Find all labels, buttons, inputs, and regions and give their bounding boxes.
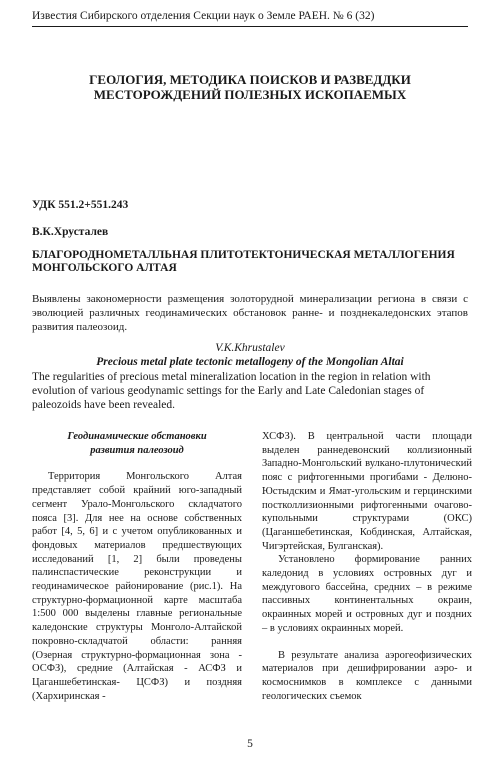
running-header: Известия Сибирского отделения Секции наук о Земле РАЕН. № 6 (32) bbox=[32, 10, 468, 27]
section-title-line-2: МЕСТОРОЖДЕНИЙ ПОЛЕЗНЫХ ИСКОПАЕМЫХ bbox=[93, 87, 407, 102]
section-title-line-1: ГЕОЛОГИЯ, МЕТОДИКА ПОИСКОВ И РАЗВЕДДКИ bbox=[89, 72, 411, 87]
body-paragraph: Установлено формирование ранних каледонид в условиях островных дуг и междугового бассейна, средних – в режиме пассивных континентальных окраин, окраинных морей и островных дуг и поздних – в условиях окраинных морей. bbox=[262, 554, 472, 634]
body-paragraph: В результате анализа аэрогеофизических материалов при дешифрировании аэро- и космоснимков в комплексе с данными геологических съемок bbox=[262, 649, 472, 702]
article-title-ru: БЛАГОРОДНОМЕТАЛЛЬНАЯ ПЛИТОТЕКТОНИЧЕСКАЯ МЕТАЛЛОГЕНИЯ МОНГОЛЬСКОГО АЛТАЯ bbox=[32, 249, 455, 274]
left-column bbox=[32, 430, 242, 703]
spacer bbox=[32, 457, 242, 470]
right-column bbox=[262, 430, 472, 703]
author-en: V.K.Khrustalev bbox=[215, 342, 285, 354]
subheading-line-1: Геодинамические обстановки bbox=[67, 431, 207, 442]
subheading-line-2: развития палеозоид bbox=[90, 444, 184, 456]
section-title bbox=[32, 72, 468, 102]
udc-code: УДК 551.2+551.243 bbox=[32, 199, 129, 211]
author-ru: В.К.Хрусталев bbox=[32, 226, 109, 238]
spacer bbox=[262, 636, 472, 649]
abstract-en: The regularities of precious metal mineralization location in the region in relation with evolution of various geodynamic settings for the Early and Late Caledonian stages of paleozoids have been revealed. bbox=[32, 371, 431, 411]
body-paragraph: Территория Монгольского Алтая представляет собой крайний юго-западный сегмент Урало-Монгольского складчатого пояса [3]. Для нее на основе собственных работ [4, 5, 6] и с учетом опубликованных и фондовых материалов предшествующих исследований [1, 2] были проведены палинспастические реконструкции и геодинамическое районирование (рис.1). На структурно-формационной карте масштаба 1:500 000 выделены главные региональные каледонские структуры Монголо-Алтайской покровно-складчатой области: ранняя (Озерная структурно-формационная зона - ОСФЗ), средние (Алтайская - АСФЗ и Цаганшебетинская- ЦСФЗ) и поздняя (Хархиринская - bbox=[32, 471, 242, 702]
abstract-ru: Выявлены закономерности размещения золоторудной минерализации региона в связи с эволюцией различных геодинамических обстановок ранне- и позднекаледонских этапов развития палеозоид. bbox=[32, 293, 468, 333]
body-paragraph: ХСФЗ). В центральной части площади выделен раннедевонский коллизионный Западно-Монгольский вулкано-плутонический пояс с рифтогенными прогибами - Делюно-Юстыдским и Ямат-угольским и герцинскими постколлизионными рифтогенными очагово-купольными структурами (ОКС) (Цаганшебетинская, Кобдинская, Алтайская, Чигэртейская, Булганская). bbox=[262, 431, 472, 552]
article-title-en: Precious metal plate tectonic metallogeny of the Mongolian Altai bbox=[96, 356, 404, 368]
page-number: 5 bbox=[247, 738, 253, 750]
